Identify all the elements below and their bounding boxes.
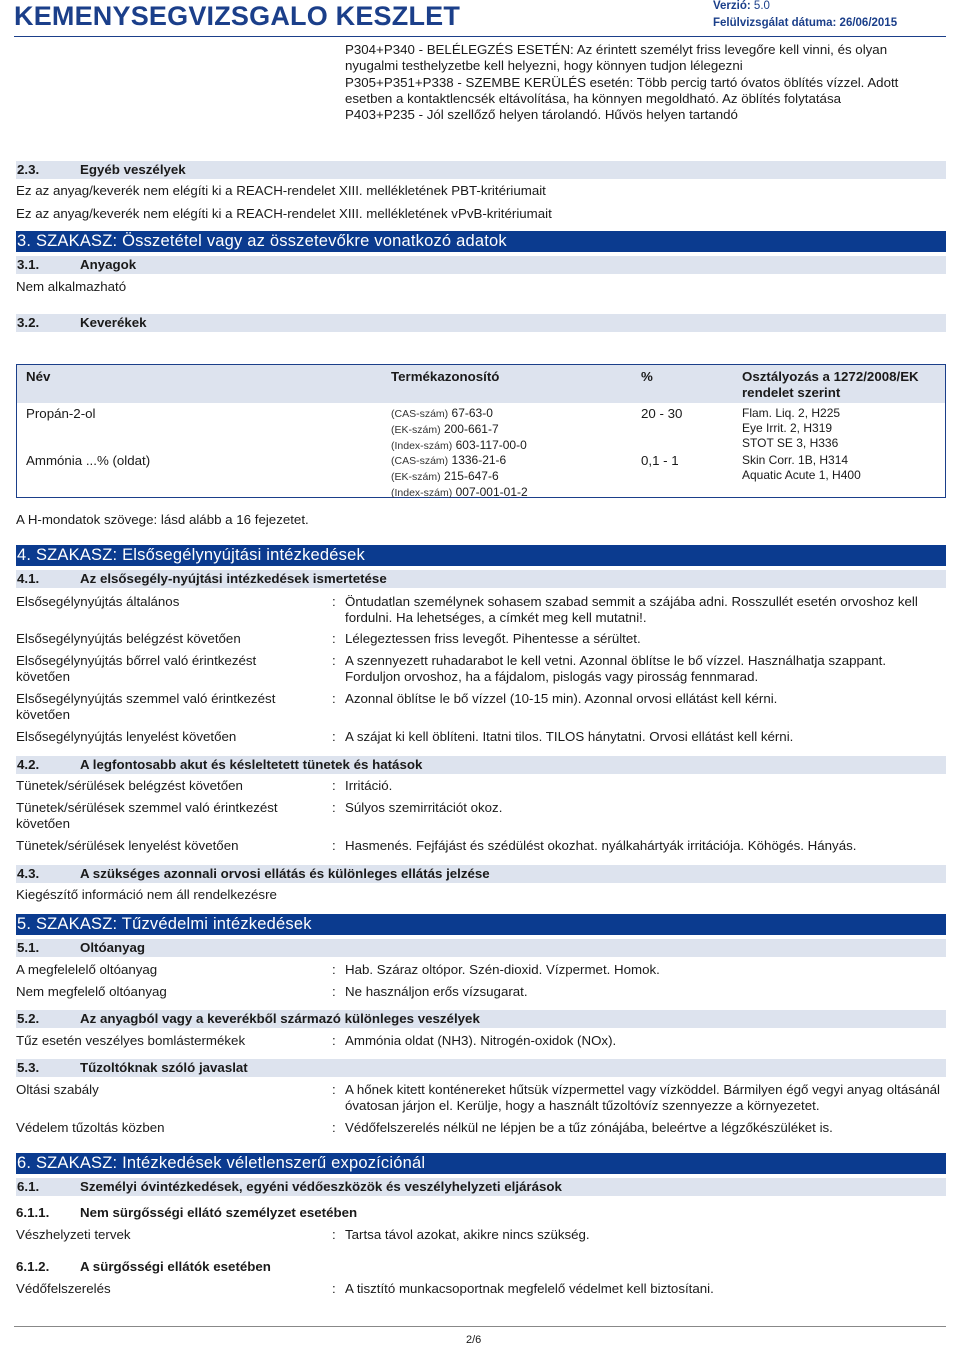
subsection-4-3-heading: 4.3. A szükséges azonnali orvosi ellátás és különleges ellátás jelzése [16, 865, 946, 883]
row-value: Hab. Száraz oltópor. Szén-dioxid. Vízpermet. Homok. [345, 962, 660, 977]
identifier-line: (CAS-szám) 1336-21-6 [391, 453, 507, 467]
section-5-heading: 5. SZAKASZ: Tűzvédelmi intézkedések [16, 914, 946, 935]
identifier-line: (Index-szám) 007-001-01-2 [391, 485, 528, 499]
version-info [713, 0, 770, 12]
footer-divider [14, 1326, 946, 1327]
precautionary-statements [345, 42, 945, 123]
identifier-line: (EK-szám) 200-661-7 [391, 422, 499, 436]
precautionary-line: P403+P235 - Jól szellőző helyen tárolandó. Hűvös helyen tartandó [345, 107, 738, 123]
version-value: 5.0 [753, 0, 770, 12]
section-6-heading: 6. SZAKASZ: Intézkedések véletlenszerű expozíciónál [16, 1153, 946, 1174]
subsection-4-2-heading: 4.2. A legfontosabb akut és késleltetett tünetek és hatások [16, 756, 946, 774]
row-label: Elsősegélynyújtás lenyelést követően [16, 729, 237, 744]
column-header-classification: Osztályozás a 1272/2008/EK rendelet szerint [742, 369, 919, 400]
revision-value: 26/06/2015 [839, 17, 898, 29]
precautionary-line: P304+P340 - BELÉLEGZÉS ESETÉN: Az érintett személyt friss levegőre kell vinni, és olyan [345, 42, 888, 57]
precautionary-line: esetben a kontaktlencsék eltávolítása, ha könnyen megoldható. Az öblítés folytatása [345, 90, 841, 106]
subsection-3-1-heading: 3.1. Anyagok [16, 256, 946, 274]
row-value: Hasmenés. Fejfájást és szédülést okozhat. nyálkahártyák irritációja. Köhögés. Hányás. [345, 838, 857, 853]
row-value: Azonnal öblítse le bő vízzel (10-15 min). Azonnal orvosi ellátást kell kérni. [345, 691, 778, 706]
table-cell-percent: 20 - 30 [641, 406, 683, 421]
subsection-6-1-2-heading: 6.1.2. A sürgősségi ellátók esetében [16, 1259, 271, 1274]
row-label: Tünetek/sérülések belégzést követően [16, 778, 243, 793]
subsection-5-2-heading: 5.2. Az anyagból vagy a keverékből származó különleges veszélyek [16, 1010, 946, 1028]
classification-line: Aquatic Acute 1, H400 [742, 468, 861, 482]
row-label: Tünetek/sérülések szemmel való érintkezést követően [16, 800, 278, 831]
row-value: Ne használjon erős vízsugarat. [345, 984, 528, 999]
table-cell-identifiers [391, 453, 528, 501]
other-hazards-line: Ez az anyag/keverék nem elégíti ki a REACH-rendelet XIII. mellékletének vPvB-kritériumait [16, 206, 552, 221]
row-label: Nem megfelelő oltóanyag [16, 984, 167, 999]
revision-label: Felülvizsgálat dátuma: [713, 17, 837, 29]
row-value: Lélegeztessen friss levegőt. Pihentesse a sérültet. [345, 631, 641, 646]
column-header-identifier: Termékazonosító [391, 369, 500, 384]
row-label: Elsősegélynyújtás általános [16, 594, 180, 609]
row-label: Tűz esetén veszélyes bomlástermékek [16, 1033, 246, 1048]
identifier-line: (Index-szám) 603-117-00-0 [391, 438, 527, 452]
row-value: A hőnek kitett konténereket hűtsük vízpermettel vagy vízköddel. Bármilyen égő vegyi anyag oltásánál óvatosan járjon el. Kerülje, hogy a használt tűzoltóvíz szennyezze a környezetet. [345, 1082, 941, 1113]
column-header-name: Név [26, 369, 51, 384]
precautionary-line: nyugalmi testhelyzetbe kell helyezni, hogy könnyen tudjon lélegezni [345, 58, 743, 74]
table-cell-identifiers [391, 406, 527, 454]
subsection-4-1-heading: 4.1. Az elsősegély-nyújtási intézkedések ismertetése [16, 570, 946, 588]
subsection-3-2-heading: 3.2. Keverékek [16, 314, 946, 332]
row-value: Tartsa távol azokat, akikre nincs szükség. [345, 1227, 590, 1242]
classification-line: STOT SE 3, H336 [742, 436, 839, 450]
h-statements-note: A H-mondatok szövege: lásd alább a 16 fejezetet. [16, 512, 309, 527]
column-header-percent: % [641, 369, 653, 384]
row-label: Védőfelszerelés [16, 1281, 111, 1296]
row-value: A szennyezett ruhadarabot le kell vetni. Azonnal öblítse le bő vízzel. Használhatja szappant. Forduljon orvoshoz, ha a fájdalom, pislogás vagy pirosság fennmarad. [345, 653, 887, 684]
precautionary-line: P305+P351+P338 - SZEMBE KERÜLÉS esetén: Több percig tartó óvatos öblítés vízzel. Adott [345, 74, 899, 90]
table-cell-classification [742, 453, 861, 483]
row-value: Öntudatlan személynek sohasem szabad semmit a szájába adni. Rosszullét esetén orvoshoz kell fordulni. Ha lehetséges, a címkét meg kell mutatni!. [345, 594, 918, 625]
version-label: Verzió: [713, 0, 751, 12]
table-cell-percent: 0,1 - 1 [641, 453, 679, 468]
row-value: Ammónia oldat (NH3). Nitrogén-oxidok (NOx). [345, 1033, 617, 1048]
additional-info-text: Kiegészítő információ nem áll rendelkezésre [16, 887, 277, 902]
composition-table [16, 364, 946, 498]
classification-line: Skin Corr. 1B, H314 [742, 453, 849, 467]
identifier-line: (CAS-szám) 67-63-0 [391, 406, 493, 420]
subsection-5-1-heading: 5.1. Oltóanyag [16, 939, 946, 957]
revision-info [713, 17, 897, 29]
classification-line: Eye Irrit. 2, H319 [742, 421, 833, 435]
row-value: Súlyos szemirritációt okoz. [345, 800, 503, 815]
table-cell-name: Ammónia ...% (oldat) [26, 453, 151, 468]
subsection-2-3-heading: 2.3. Egyéb veszélyek [16, 161, 946, 179]
section-3-heading: 3. SZAKASZ: Összetétel vagy az összetevőkre vonatkozó adatok [16, 231, 946, 252]
row-label: Elsősegélynyújtás szemmel való érintkezést követően [16, 691, 276, 722]
document-title: KEMENYSEGVIZSGALO KESZLET [14, 1, 461, 31]
classification-line: Flam. Liq. 2, H225 [742, 406, 841, 420]
row-label: Vészhelyzeti tervek [16, 1227, 131, 1242]
subsection-6-1-heading: 6.1. Személyi óvintézkedések, egyéni védőeszközök és veszélyhelyzeti eljárások [16, 1178, 946, 1196]
row-value: A tisztító munkacsoportnak megfelelő védelmet kell biztosítani. [345, 1281, 714, 1296]
header-divider [14, 36, 946, 37]
row-value: Védőfelszerelés nélkül ne lépjen be a tűz zónájába, beleértve a légzőkészüléket is. [345, 1120, 833, 1135]
row-label: A megfelelelő oltóanyag [16, 962, 158, 977]
page-number: 2/6 [466, 1334, 482, 1346]
row-label: Tünetek/sérülések lenyelést követően [16, 838, 239, 853]
subsection-5-3-heading: 5.3. Tűzoltóknak szóló javaslat [16, 1059, 946, 1077]
row-label: Elsősegélynyújtás belégzést követően [16, 631, 241, 646]
row-value: A szájat ki kell öblíteni. Itatni tilos. TILOS hánytatni. Orvosi ellátást kell kérni. [345, 729, 794, 744]
table-cell-name: Propán-2-ol [26, 406, 96, 421]
row-label: Oltási szabály [16, 1082, 99, 1097]
row-label: Elsősegélynyújtás bőrrel való érintkezést követően [16, 653, 257, 684]
substances-text: Nem alkalmazható [16, 279, 127, 294]
row-label: Védelem tűzoltás közben [16, 1120, 165, 1135]
table-cell-classification [742, 406, 840, 451]
section-4-heading: 4. SZAKASZ: Elsősegélynyújtási intézkedések [16, 545, 946, 566]
subsection-6-1-1-heading: 6.1.1. Nem sürgősségi ellátó személyzet esetében [16, 1205, 358, 1220]
row-value: Irritáció. [345, 778, 393, 793]
identifier-line: (EK-szám) 215-647-6 [391, 469, 499, 483]
other-hazards-line: Ez az anyag/keverék nem elégíti ki a REACH-rendelet XIII. mellékletének PBT-kritériumait [16, 183, 546, 198]
